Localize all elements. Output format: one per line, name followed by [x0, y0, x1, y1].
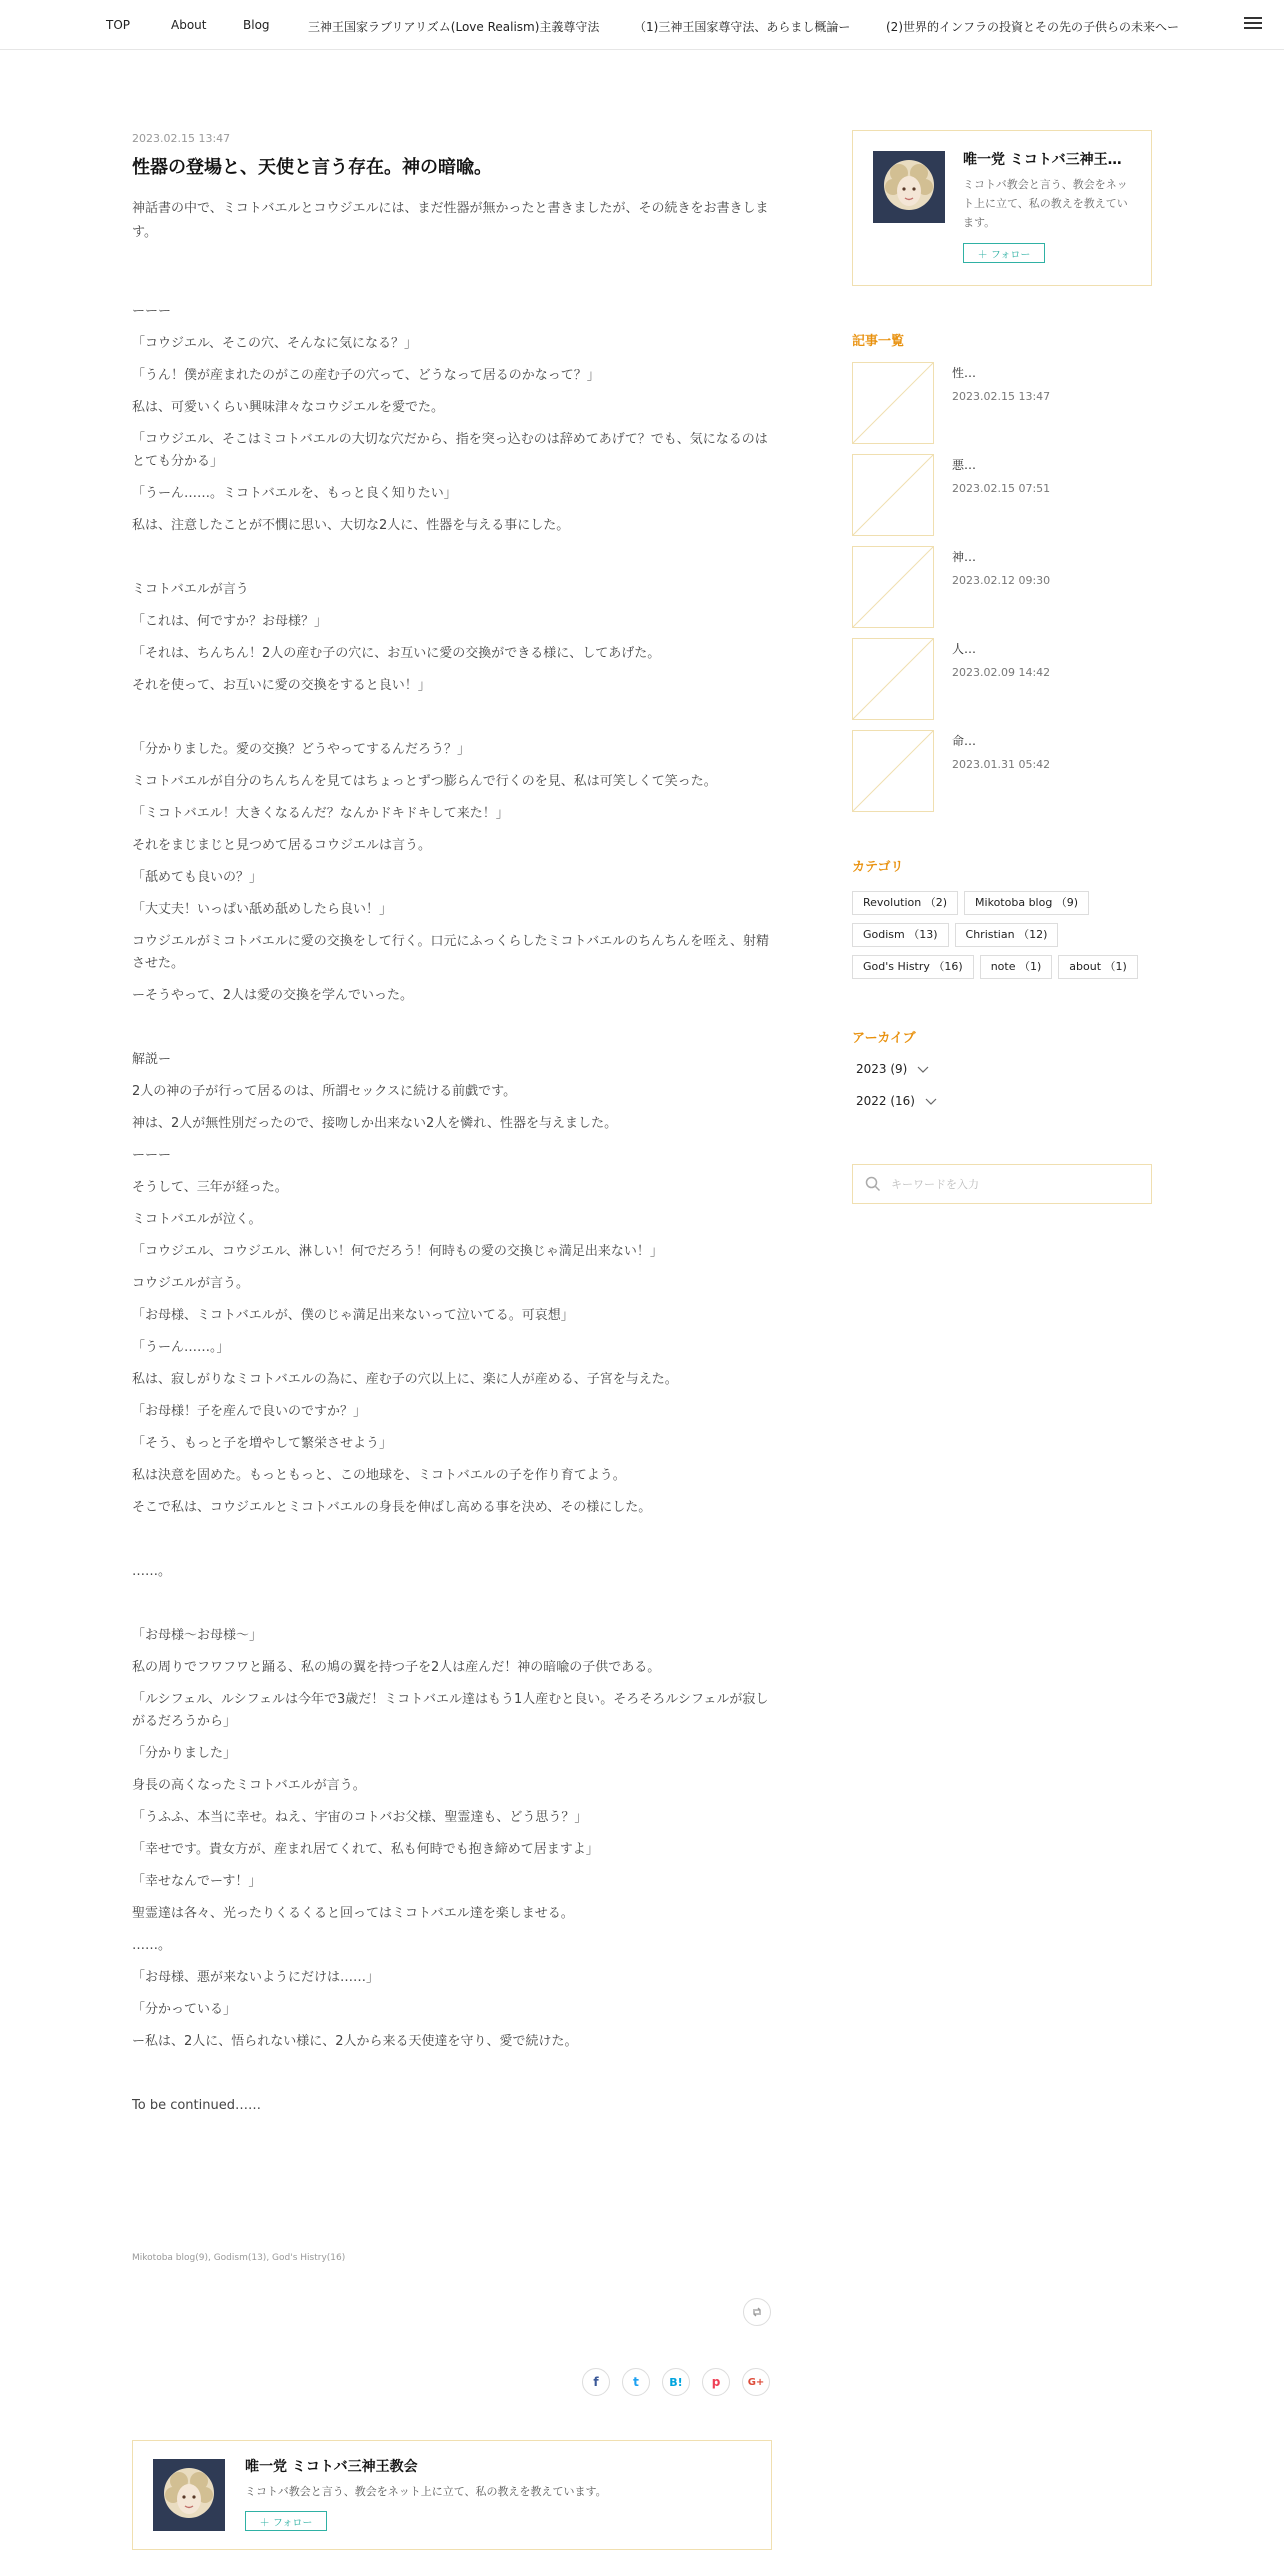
article-paragraph: コウジエルが言う。 — [132, 1276, 250, 1291]
post-date: 2023.02.12 09:30 — [952, 574, 1051, 587]
article-paragraph: 「ミコトバエル！大きくなるんだ？なんかドキドキして来た！」 — [132, 806, 509, 821]
category-tag[interactable]: Godism （13) — [852, 923, 949, 947]
post-thumbnail[interactable] — [852, 454, 934, 536]
avatar[interactable] — [153, 2459, 225, 2531]
category-tag[interactable]: about （1) — [1058, 955, 1138, 979]
article-paragraph: 私は、寂しがりなミコトバエルの為に、産む子の穴以上に、楽に人が産める、子宮を与えた。 — [132, 1372, 678, 1387]
article-paragraph: 「うふふ、本当に幸せ。ねえ、宇宙のコトバお父様、聖霊達も、どう思う？」 — [132, 1810, 588, 1825]
post-title[interactable]: 命… — [952, 734, 977, 748]
article-paragraph: 「お母様、ミコトバエルが、僕のじゃ満足出来ないって泣いてる。可哀想」 — [132, 1308, 574, 1323]
nav-love-realism[interactable]: 三神王国家ラブリアリズム(Love Realism)主義尊守法 — [308, 20, 600, 34]
article-body — [132, 269, 772, 2117]
archive-label: 2022 (16) — [856, 1094, 915, 1108]
article-tags[interactable]: Mikotoba blog(9), Godism(13), God's Histry(16) — [132, 2253, 346, 2263]
post-thumbnail[interactable] — [852, 638, 934, 720]
profile-name[interactable]: 唯一党 ミコトバ三神王… — [963, 152, 1122, 168]
article-paragraph: ……。 — [132, 1938, 172, 1953]
profile-card — [852, 130, 1152, 286]
article-paragraph: 私は、可愛いくらい興味津々なコウジエルを愛でた。 — [132, 400, 445, 415]
article-paragraph — [132, 547, 772, 569]
article-paragraph: 「大丈夫！いっぱい舐め舐めしたら良い！」 — [132, 902, 393, 917]
nav-top[interactable]: TOP — [106, 18, 131, 32]
article-paragraph: 「分かっている」 — [132, 2002, 237, 2017]
post-thumbnail[interactable] — [852, 362, 934, 444]
share-facebook-button[interactable]: f — [582, 2368, 610, 2396]
author-name[interactable]: 唯一党 ミコトバ三神王教会 — [245, 2459, 418, 2475]
share-google-button[interactable]: G+ — [742, 2368, 770, 2396]
post-thumbnail[interactable] — [852, 730, 934, 812]
post-list-item[interactable] — [852, 546, 1152, 628]
author-description: ミコトバ教会と言う、教会をネット上に立て、私の教えを教えています。 — [245, 2485, 607, 2498]
post-title[interactable]: 人… — [952, 642, 977, 656]
article-lead: 神話書の中で、ミコトバエルとコウジエルには、まだ性器が無かったと書きましたが、その続きをお書きします。 — [132, 201, 769, 240]
article-paragraph: 「そう、もっと子を増やして繁栄させよう」 — [132, 1436, 393, 1451]
article-paragraph: ミコトバエルが自分のちんちんを見てはちょっとずつ膨らんで行くのを見、私は可笑しくて笑った。 — [132, 774, 717, 789]
reblog-button[interactable] — [743, 2298, 771, 2326]
article-paragraph: 「分かりました。愛の交換？どうやってするんだろう？」 — [132, 742, 471, 757]
article-paragraph: ーーー — [132, 1148, 172, 1163]
post-list-item[interactable] — [852, 362, 1152, 444]
article-paragraph: 「舐めても良いの？」 — [132, 870, 263, 885]
article-date: 2023.02.15 13:47 — [132, 132, 231, 145]
archive-label: 2023 (9) — [856, 1062, 908, 1076]
article-paragraph: 「分かりました」 — [132, 1746, 237, 1761]
share-twitter-button[interactable]: t — [622, 2368, 650, 2396]
post-date: 2023.02.09 14:42 — [952, 666, 1051, 679]
category-tag[interactable]: Christian （12) — [955, 923, 1059, 947]
categories-section-title: カテゴリ — [852, 860, 904, 875]
repost-icon — [750, 2305, 764, 2319]
category-tag[interactable]: note （1) — [980, 955, 1053, 979]
post-list-item[interactable] — [852, 454, 1152, 536]
article-paragraph: 「幸せなんでーす！」 — [132, 1874, 262, 1889]
share-pocket-button[interactable]: p — [702, 2368, 730, 2396]
author-card-bottom — [132, 2440, 772, 2550]
category-tag[interactable]: God's Histry （16) — [852, 955, 974, 979]
chevron-down-icon — [925, 1098, 937, 1106]
article-paragraph: 2人の神の子が行って居るのは、所謂セックスに続ける前戯です。 — [132, 1084, 517, 1099]
post-date: 2023.01.31 05:42 — [952, 758, 1051, 771]
article-paragraph — [132, 1593, 772, 1615]
top-navigation — [0, 0, 1284, 50]
article-paragraph — [132, 1017, 772, 1039]
nav-blog[interactable]: Blog — [243, 18, 270, 32]
search-input[interactable] — [891, 1173, 1141, 1195]
article-paragraph: 「お母様！子を産んで良いのですか？」 — [132, 1404, 367, 1419]
article-paragraph — [132, 1529, 772, 1551]
article-paragraph: それをまじまじと見つめて居るコウジエルは言う。 — [132, 838, 432, 853]
archive-section-title: アーカイブ — [852, 1031, 916, 1046]
article-paragraph — [132, 707, 772, 729]
article-paragraph: 私は決意を固めた。もっともっと、この地球を、ミコトバエルの子を作り育てよう。 — [132, 1468, 626, 1483]
article-paragraph: 身長の高くなったミコトバエルが言う。 — [132, 1778, 366, 1793]
post-title[interactable]: 悪… — [952, 458, 977, 472]
article-paragraph: 「コウジエル、コウジエル、淋しい！何でだろう！何時もの愛の交換じゃ満足出来ない！」 — [132, 1244, 663, 1259]
search-icon — [865, 1176, 881, 1192]
category-tag[interactable]: Revolution （2) — [852, 891, 958, 915]
post-date: 2023.02.15 13:47 — [952, 390, 1051, 403]
category-tag[interactable]: Mikotoba blog （9) — [964, 891, 1089, 915]
article-paragraph — [132, 269, 772, 291]
article-title: 性器の登場と、天使と言う存在。神の暗喩。 — [132, 157, 492, 178]
article-paragraph: To be continued…… — [132, 2098, 261, 2113]
search-box — [852, 1164, 1152, 1204]
profile-description: ミコトバ教会と言う、教会をネット上に立て、私の教えを教えています。 — [963, 178, 1128, 229]
follow-button[interactable]: ＋ フォロー — [963, 243, 1045, 263]
article-paragraph: 「うーん……。」 — [132, 1340, 230, 1355]
article-paragraph — [132, 2063, 772, 2085]
post-date: 2023.02.15 07:51 — [952, 482, 1051, 495]
article-paragraph: ……。 — [132, 1564, 172, 1579]
article-paragraph: 「うーん……。ミコトバエルを、もっと良く知りたい」 — [132, 486, 457, 501]
article-paragraph: 「これは、何ですか？お母様？」 — [132, 614, 328, 629]
article-paragraph: そうして、三年が経った。 — [132, 1180, 288, 1195]
article-paragraph: 「うん！僕が産まれたのがこの産む子の穴って、どうなって居るのかなって？」 — [132, 368, 600, 383]
article-paragraph: 解説ー — [132, 1052, 172, 1067]
categories-list — [852, 891, 1172, 987]
post-thumbnail[interactable] — [852, 546, 934, 628]
nav-about[interactable]: About — [171, 18, 207, 32]
nav-infrastructure[interactable]: (2)世界的インフラの投資とその先の子供らの未来へー — [886, 20, 1180, 34]
article-paragraph: ーーー — [132, 304, 172, 319]
article-paragraph: 「コウジエル、そこの穴、そんなに気になる？」 — [132, 336, 417, 351]
article-paragraph: コウジエルがミコトバエルに愛の交換をして行く。口元にふっくらしたミコトバエルのちんちんを咥え、射精させた。 — [132, 934, 770, 971]
avatar[interactable] — [873, 151, 945, 223]
post-title[interactable]: 神… — [952, 550, 977, 564]
article-paragraph: そこで私は、コウジエルとミコトバエルの身長を伸ばし高める事を決め、その様にした。 — [132, 1500, 652, 1515]
article-paragraph: 「お母様、悪が来ないようにだけは……」 — [132, 1970, 380, 1985]
article — [132, 132, 772, 2127]
post-title[interactable]: 性… — [952, 366, 977, 380]
article-paragraph: 私は、注意したことが不憫に思い、大切な2人に、性器を与える事にした。 — [132, 518, 570, 533]
article-paragraph: それを使って、お互いに愛の交換をすると良い！」 — [132, 678, 431, 693]
hamburger-menu-icon[interactable] — [1244, 14, 1262, 32]
article-paragraph: ーそうやって、2人は愛の交換を学んでいった。 — [132, 988, 414, 1003]
article-paragraph: 神は、2人が無性別だったので、接吻しか出来ない2人を憐れ、性器を与えました。 — [132, 1116, 618, 1131]
share-hatena-button[interactable]: B! — [662, 2368, 690, 2396]
article-paragraph: 「ルシフェル、ルシフェルは今年で3歳だ！ミコトバエル達はもう1人産むと良い。そろそろルシフェルが寂しがるだろうから」 — [132, 1692, 769, 1729]
archive-2023[interactable] — [856, 1062, 929, 1076]
article-paragraph: 「お母様〜お母様〜」 — [132, 1628, 263, 1643]
posts-section-title: 記事一覧 — [852, 334, 905, 349]
article-paragraph: ミコトバエルが泣く。 — [132, 1212, 262, 1227]
post-list-item[interactable] — [852, 638, 1152, 720]
article-paragraph: 「それは、ちんちん！2人の産む子の穴に、お互いに愛の交換ができる様に、してあげた。 — [132, 646, 661, 661]
article-paragraph: ー私は、2人に、悟られない様に、2人から来る天使達を守り、愛で続けた。 — [132, 2034, 578, 2049]
post-list-item[interactable] — [852, 730, 1152, 812]
article-paragraph: 「コウジエル、そこはミコトバエルの大切な穴だから、指を突っ込むのは辞めてあげて？でも、気になるのはとても分かる」 — [132, 432, 768, 469]
article-paragraph: 聖霊達は各々、光ったりくるくると回ってはミコトバエル達を楽しませる。 — [132, 1906, 574, 1921]
archive-2022[interactable] — [856, 1094, 937, 1108]
article-paragraph: 「幸せです。貴女方が、産まれ居てくれて、私も何時でも抱き締めて居ますよ」 — [132, 1842, 599, 1857]
chevron-down-icon — [917, 1066, 929, 1074]
nav-overview[interactable]: （1)三神王国家尊守法、あらまし概論ー — [634, 20, 851, 34]
follow-button[interactable]: ＋ フォロー — [245, 2511, 327, 2531]
article-paragraph: ミコトバエルが言う — [132, 582, 249, 597]
article-paragraph: 私の周りでフワフワと踊る、私の鳩の翼を持つ子を2人は産んだ！神の暗喩の子供である。 — [132, 1660, 661, 1675]
